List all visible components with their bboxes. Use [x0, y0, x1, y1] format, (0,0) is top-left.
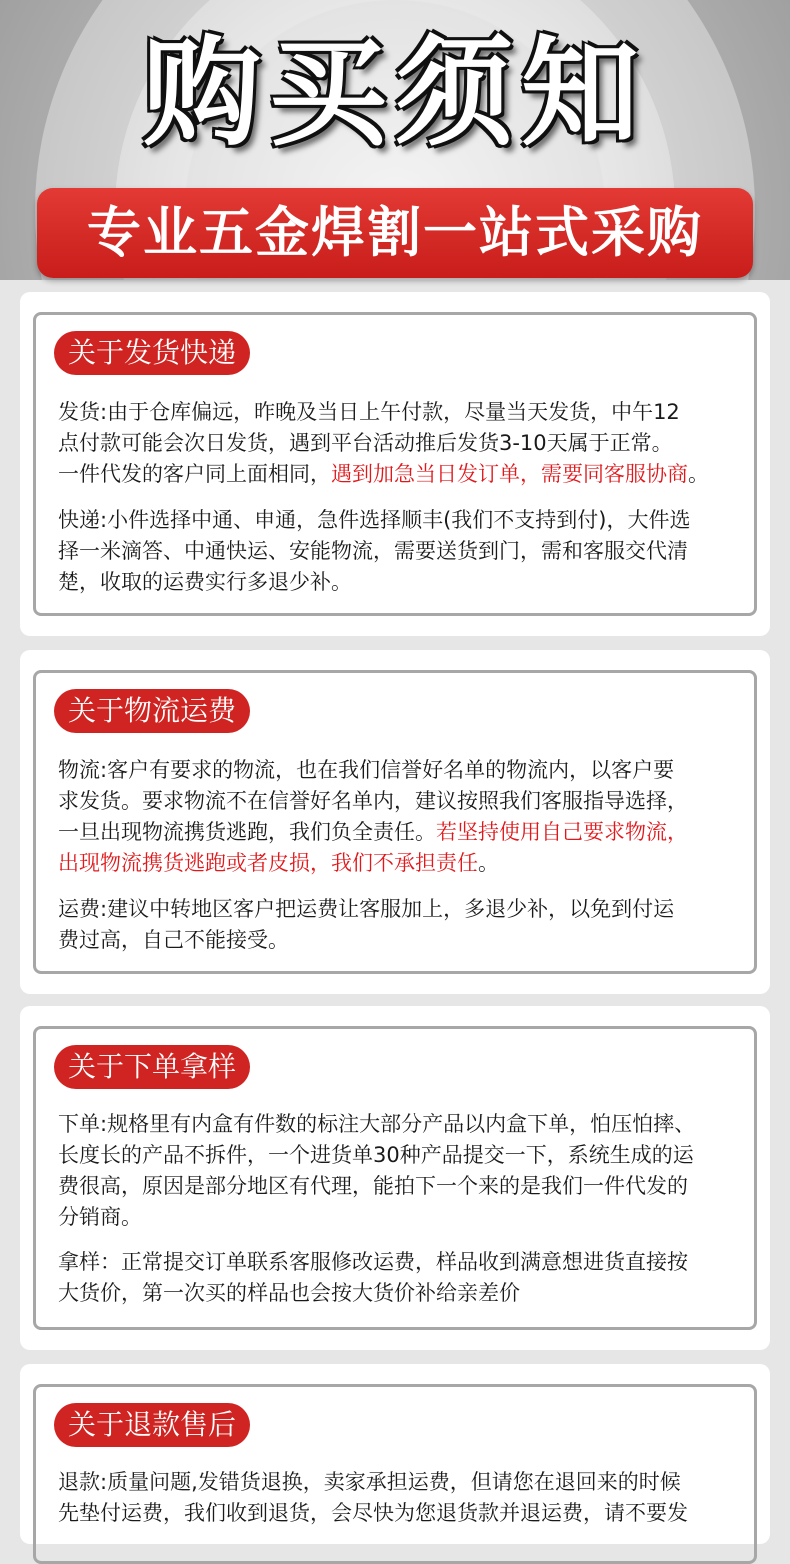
text-line: 大货价，第一次买的样品也会按大货价补给亲差价 — [58, 1281, 520, 1305]
section-title-badge: 关于退款售后 — [54, 1403, 250, 1447]
section-title-badge: 关于下单拿样 — [54, 1045, 250, 1089]
section-paragraph — [58, 1247, 748, 1309]
section-title-badge: 关于发货快递 — [54, 331, 250, 375]
section-paragraph — [58, 505, 748, 598]
text-line: 费过高，自己不能接受。 — [58, 928, 289, 952]
section-frame — [33, 312, 757, 616]
text-span: 一件代发的客户同上面相同， — [58, 462, 331, 486]
section-card-logistics — [20, 650, 770, 994]
text-line: 求发货。要求物流不在信誉好名单内，建议按照我们客服指导选择， — [58, 789, 688, 813]
text-span: 一旦出现物流携货逃跑，我们负全责任。 — [58, 820, 436, 844]
text-line: 退款:质量问题,发错货退换，卖家承担运费，但请您在退回来的时候 — [58, 1470, 681, 1494]
section-paragraph — [58, 755, 748, 879]
page-title: 购买须知 — [142, 24, 647, 162]
section-frame — [33, 670, 757, 974]
section-frame — [33, 1026, 757, 1330]
section-card-orders — [20, 1006, 770, 1350]
section-title-badge: 关于物流运费 — [54, 689, 250, 733]
section-card-refunds — [20, 1364, 770, 1544]
section-paragraph — [58, 397, 748, 490]
text-line: 费很高，原因是部分地区有代理，能拍下一个来的是我们一件代发的 — [58, 1174, 688, 1198]
text-line: 发货:由于仓库偏远，昨晚及当日上午付款，尽量当天发货，中午12 — [58, 400, 680, 424]
text-line — [58, 459, 748, 490]
text-line — [58, 848, 748, 879]
text-line: 择一米滴答、中通快运、安能物流，需要送货到门，需和客服交代清 — [58, 539, 688, 563]
section-paragraph — [58, 894, 748, 956]
text-line: 物流:客户有要求的物流，也在我们信誉好名单的物流内，以客户要 — [58, 758, 675, 782]
text-line: 运费:建议中转地区客户把运费让客服加上，多退少补，以免到付运 — [58, 897, 675, 921]
text-line: 长度长的产品不拆件，一个进货单30种产品提交一下，系统生成的运 — [58, 1143, 694, 1167]
text-line: 拿样：正常提交订单联系客服修改运费，样品收到满意想进货直接按 — [58, 1250, 688, 1274]
highlight-text: 若坚持使用自己要求物流， — [436, 820, 688, 844]
subtitle-banner: 专业五金焊割一站式采购 — [37, 188, 753, 278]
highlight-text: 出现物流携货逃跑或者皮损，我们不承担责任 — [58, 851, 478, 875]
text-line: 先垫付运费，我们收到退货，会尽快为您退货款并退运费，请不要发 — [58, 1501, 688, 1525]
section-frame — [33, 1384, 757, 1564]
text-line: 点付款可能会次日发货，遇到平台活动推后发货3-10天属于正常。 — [58, 431, 673, 455]
text-line: 分销商。 — [58, 1205, 142, 1229]
section-card-shipping — [20, 292, 770, 636]
text-line — [58, 817, 748, 848]
text-span: 。 — [688, 462, 709, 486]
section-paragraph — [58, 1467, 748, 1529]
section-paragraph — [58, 1109, 748, 1233]
highlight-text: 遇到加急当日发订单，需要同客服协商 — [331, 462, 688, 486]
text-line: 下单:规格里有内盒有件数的标注大部分产品以内盒下单，怕压怕摔、 — [58, 1112, 696, 1136]
text-line: 快递:小件选择中通、申通，急件选择顺丰(我们不支持到付)，大件选 — [58, 508, 691, 532]
text-span: 。 — [478, 851, 499, 875]
text-line: 楚，收取的运费实行多退少补。 — [58, 570, 352, 594]
